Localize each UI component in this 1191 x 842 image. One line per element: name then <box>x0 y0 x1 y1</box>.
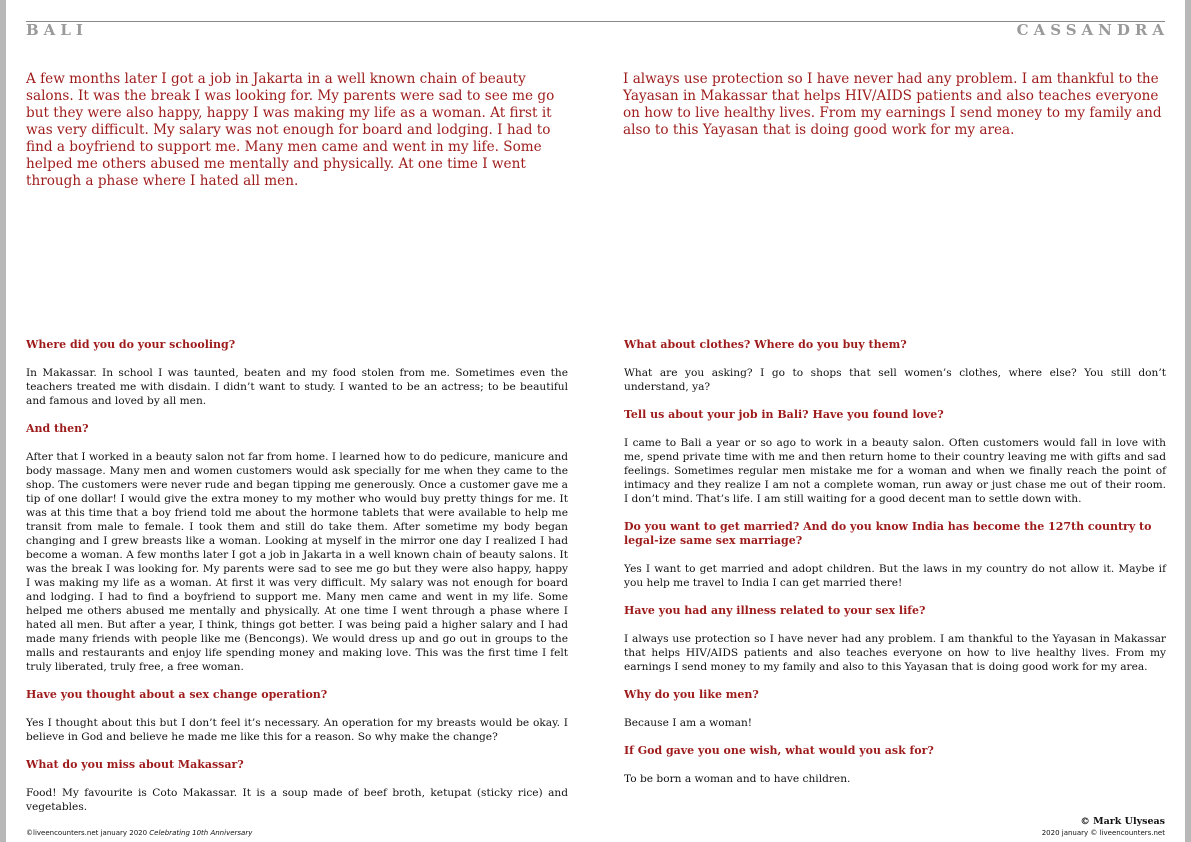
footer-left <box>26 829 252 837</box>
question: Tell us about your job in Bali? Have you found love? <box>624 408 944 421</box>
question: Have you had any illness related to your sex life? <box>624 604 926 617</box>
answer: Yes I thought about this but I don’t feel it’s necessary. An operation for my breasts would be okay. I believe in God and believe he made me like this for a reason. So why make the change? <box>26 717 568 743</box>
question: And then? <box>26 422 89 435</box>
question: What about clothes? Where do you buy them? <box>624 338 907 351</box>
pull-quote-left: A few months later I got a job in Jakarta in a well known chain of beauty salons. It was the break I was looking for. My parents were sad to see me go but they were also happy, happy I was making my life as a woman. At first it was very difficult. My salary was not enough for board and lodging. I had to find a boyfriend to support me. Many men came and went in my life. Some helped me others abused me mentally and physically. At one time I went through a phase where I hated all men. <box>26 71 555 189</box>
answer: After that I worked in a beauty salon not far from home. I learned how to do pedicure, manicure and body massage. Many men and women customers would ask specially for me when they came to the shop. The customers were never rude and began tipping me generously. Once a customer gave me a tip of one dollar! I would give the extra money to my mother who would buy pretty things for me. It was at this time that a boy friend told me about the hormone tablets that were available to help me transit from male to female. I took them and still do take them. After sometime my body began changing and I grew breasts like a woman. Looking at myself in the mirror one day I realized I had become a woman. A few months later I got a job in Jakarta in a well known chain of beauty salons. It was the break I was looking for. My parents were sad to see me go but they were also happy, happy I was making my life as a woman. At first it was very difficult. My salary was not enough for board and lodging. I had to find a boyfriend to support me. Many men came and went in my life. Some helped me others abused me mentally and physically. At one time I went through a phase where I hated all men. But after a year, I think, things got better. I was being paid a higher salary and I had made many friends with people like me (Bencongs). We would dress up and go out in groups to the malls and restaurants and enjoy life spending money and making love. This was the first time I felt truly liberated, truly free, a free woman. <box>26 451 568 673</box>
photo-credit: © Mark Ulyseas <box>1080 816 1165 827</box>
question: Have you thought about a sex change operation? <box>26 688 328 701</box>
left-margin-bar <box>0 0 6 842</box>
right-column <box>624 338 1166 800</box>
right-margin-bar <box>1185 0 1191 842</box>
header-location: BALI <box>26 21 88 39</box>
footer-right: 2020 january © liveencounters.net <box>1041 829 1165 837</box>
question: Why do you like men? <box>624 688 759 701</box>
answer: I always use protection so I have never had any problem. I am thankful to the Yayasan in Makassar that helps HIV/AIDS patients and also teaches everyone on how to live healthy lives. From my earnings I send money to my family and also to this Yayasan that is doing good work for my area. <box>624 633 1166 673</box>
answer: Yes I want to get married and adopt children. But the laws in my country do not allow it. Maybe if you help me travel to India I can get married there! <box>624 563 1166 589</box>
question: What do you miss about Makassar? <box>26 758 244 771</box>
pull-quote-right: I always use protection so I have never had any problem. I am thankful to the Yayasan in Makassar that helps HIV/AIDS patients and also teaches everyone on how to live healthy lives. From my earnings I send money to my family and also to this Yayasan that is doing good work for my area. <box>623 71 1162 138</box>
footer-site-date: ©liveencounters.net january 2020 <box>26 829 150 837</box>
question: If God gave you one wish, what would you ask for? <box>624 744 934 757</box>
question: Do you want to get married? And do you know India has become the 127th country to legal-ize same sex marriage? <box>624 520 1152 547</box>
header-rule <box>26 21 1165 22</box>
header-name: CASSANDRA <box>1016 21 1169 39</box>
answer: To be born a woman and to have children. <box>624 773 851 785</box>
question: Where did you do your schooling? <box>26 338 236 351</box>
answer: I came to Bali a year or so ago to work in a beauty salon. Often customers would fall in love with me, spend private time with me and then return home to their country leaving me with gifts and sad feelings. Sometimes regular men mistake me for a woman and when we finally reach the point of intimacy and they realize I am not a complete woman, run away or just chase me out of their room. I don’t mind. That’s life. I am still waiting for a good decent man to settle down with. <box>624 437 1166 505</box>
footer-anniversary: Celebrating 10th Anniversary <box>149 829 253 837</box>
left-column <box>26 338 568 828</box>
answer: Because I am a woman! <box>624 717 753 729</box>
answer: Food! My favourite is Coto Makassar. It is a soup made of beef broth, ketupat (sticky rice) and vegetables. <box>26 787 568 813</box>
answer: What are you asking? I go to shops that sell women’s clothes, where else? You still don’t understand, ya? <box>624 367 1166 393</box>
answer: In Makassar. In school I was taunted, beaten and my food stolen from me. Sometimes even the teachers treated me with disdain. I didn’t want to study. I wanted to be an actress; to be beautiful and famous and loved by all men. <box>26 367 568 407</box>
